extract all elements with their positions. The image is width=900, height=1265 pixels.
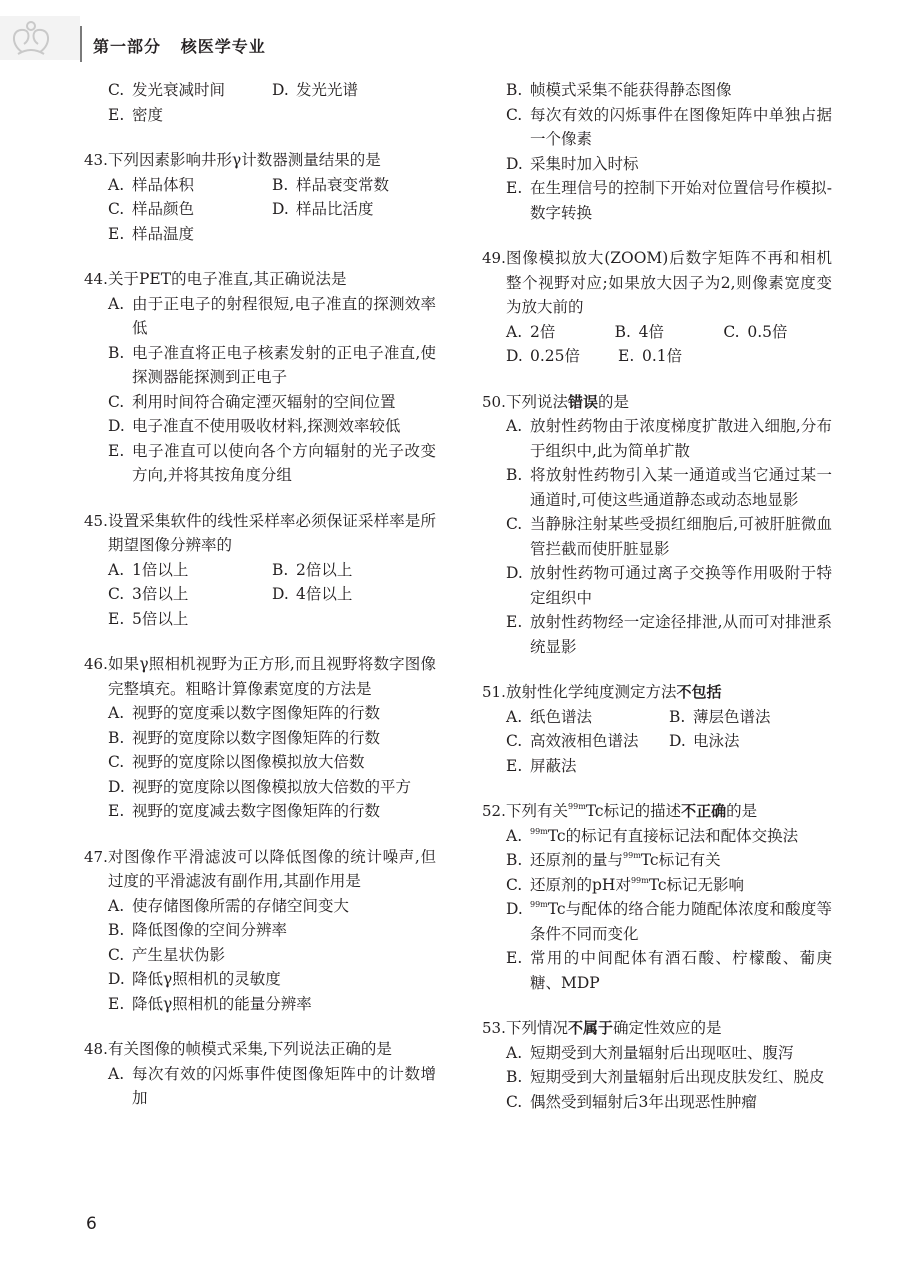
option-letter: B. [506, 851, 523, 869]
option-letter: D. [108, 417, 125, 435]
option-text: 样品体积 [132, 175, 195, 194]
option-b [108, 918, 436, 943]
option-letter: A. [506, 826, 523, 845]
option-text: 偶然受到辐射后3年出现恶性肿瘤 [530, 1092, 757, 1111]
question-47 [84, 845, 436, 1017]
option-letter: A. [108, 175, 125, 194]
option-letter: E. [108, 441, 125, 460]
option-letter: E. [506, 756, 523, 775]
question-stem [506, 799, 757, 824]
question-number: 46. [84, 655, 108, 673]
option-letter: B. [614, 322, 631, 341]
header-section: 第一部分 [93, 37, 162, 56]
option-letter: A. [108, 1064, 125, 1083]
option-letter: A. [108, 560, 125, 579]
question-48 [84, 1037, 436, 1111]
question-52 [482, 799, 832, 995]
option-text: 电子准直可以使向各个方向辐射的光子改变方向,并将其按角度分组 [132, 441, 436, 484]
option-letter: C. [108, 585, 125, 603]
option-text: 使存储图像所需的存储空间变大 [132, 896, 350, 915]
option-letter: D. [506, 154, 523, 173]
question-number: 45. [84, 511, 108, 530]
option-letter: D. [272, 585, 289, 603]
option-c [506, 512, 832, 561]
header-divider [80, 26, 82, 62]
option-b [615, 320, 724, 345]
question-number: 50. [482, 392, 506, 411]
right-column [482, 78, 832, 1135]
option-text: 采集时加入时标 [530, 154, 639, 173]
option-d [108, 414, 436, 439]
option-text: 将放射性药物引入某一通道或当它通过某一通道时,可使这些通道静态或动态地显影 [530, 466, 832, 509]
question-number: 51. [482, 683, 506, 701]
option-letter: D. [272, 81, 289, 99]
isotope-superscript: 99m [568, 802, 586, 811]
question-51 [482, 680, 832, 778]
stem-emphasis: 不属于 [568, 1019, 614, 1037]
option-letter: B. [506, 466, 523, 484]
stem-text: 下列有关 [506, 802, 569, 820]
option-letter: C. [723, 322, 740, 341]
option-letter: A. [506, 322, 523, 341]
option-e [506, 754, 680, 779]
question-50 [482, 390, 832, 660]
stem-text: 放射性化学纯度测定方法 [506, 683, 677, 701]
option-a [506, 705, 669, 730]
option-letter: B. [108, 921, 125, 939]
question-number: 47. [84, 847, 108, 866]
option-letter: C. [506, 875, 523, 894]
option-text: 发光光谱 [296, 81, 359, 99]
option-a [506, 320, 615, 345]
option-b [272, 558, 436, 583]
question-stem: 如果γ照相机视野为正方形,而且视野将数字图像完整填充。粗略计算像素宽度的方法是 [108, 655, 436, 698]
option-letter: D. [506, 347, 523, 365]
option-a [506, 1041, 832, 1066]
option-letter: B. [272, 175, 289, 194]
option-text: 3倍以上 [132, 585, 189, 603]
stem-text: 的是 [598, 392, 630, 411]
question-number: 52. [482, 802, 506, 820]
question-53 [482, 1016, 832, 1114]
option-a [108, 701, 436, 726]
option-d [108, 967, 436, 992]
stem-text: 下列说法 [506, 392, 569, 411]
option-letter: B. [108, 728, 125, 747]
question-stem [506, 390, 629, 415]
question-49 [482, 246, 832, 369]
question-number: 44. [84, 270, 108, 288]
option-d [506, 344, 618, 369]
option-text: 由于正电子的射程很短,电子准直的探测效率低 [132, 294, 436, 337]
question-44 [84, 267, 436, 488]
option-letter: D. [272, 200, 289, 218]
option-text: 视野的宽度除以图像模拟放大倍数的平方 [132, 777, 412, 796]
option-text: 电子准直不使用吸收材料,探测效率较低 [132, 417, 401, 435]
option-a [108, 558, 272, 583]
option-text: 降低γ照相机的能量分辨率 [132, 994, 312, 1013]
question-stem: 有关图像的帧模式采集,下列说法正确的是 [108, 1040, 392, 1058]
option-e [108, 439, 436, 488]
option-e [506, 946, 832, 995]
option-letter: C. [108, 945, 125, 964]
option-text: Tc与配体的络合能力随配体浓度和酸度等条件不同而变化 [530, 900, 832, 943]
header-subject: 核医学专业 [180, 37, 266, 56]
option-letter: B. [506, 81, 523, 99]
option-letter: D. [108, 970, 125, 988]
option-e [506, 176, 832, 225]
option-c [506, 729, 669, 754]
option-letter: A. [506, 417, 523, 435]
stem-emphasis: 不包括 [676, 683, 722, 701]
option-text: 视野的宽度除以图像模拟放大倍数 [132, 753, 365, 771]
option-letter: E. [618, 347, 635, 365]
option-text: 当静脉注射某些受损红细胞后,可被肝脏微血管拦截而使肝脏显影 [530, 515, 832, 558]
option-letter: B. [272, 560, 289, 579]
option-e [108, 799, 436, 824]
option-e [108, 992, 436, 1017]
option-letter: C. [506, 105, 523, 124]
option-text: 2倍以上 [296, 560, 353, 579]
question-stem [506, 1016, 722, 1041]
option-a [108, 173, 272, 198]
option-d [108, 775, 436, 800]
option-letter: B. [669, 707, 686, 726]
option-text: 还原剂的量与 [530, 851, 624, 869]
option-text: 发光衰减时间 [132, 81, 226, 99]
option-c [108, 78, 272, 103]
option-text: 样品温度 [132, 224, 195, 243]
question-stem: 关于PET的电子准直,其正确说法是 [108, 270, 347, 288]
option-text: 常用的中间配体有酒石酸、柠檬酸、葡庚糖、MDP [530, 949, 832, 992]
option-text: 每次有效的闪烁事件使图像矩阵中的计数增加 [132, 1064, 436, 1107]
option-a [506, 414, 832, 463]
option-e [108, 222, 282, 247]
option-letter: C. [108, 81, 125, 99]
option-a [108, 894, 436, 919]
option-text: 视野的宽度乘以数字图像矩阵的行数 [132, 704, 381, 722]
option-text: 电泳法 [693, 732, 740, 750]
publisher-logo-icon [0, 16, 80, 60]
option-text: 利用时间符合确定湮灭辐射的空间位置 [132, 392, 396, 411]
option-text: 还原剂的pH对 [530, 875, 631, 894]
option-b [506, 463, 832, 512]
option-d [506, 897, 832, 946]
option-letter: D. [506, 900, 523, 918]
option-text: 每次有效的闪烁事件在图像矩阵中单独占据一个像素 [530, 105, 832, 148]
option-letter: B. [108, 343, 125, 362]
option-text: 样品衰变常数 [296, 175, 390, 194]
question-stem [506, 680, 722, 705]
option-b [669, 705, 832, 730]
option-c [108, 943, 436, 968]
option-b [506, 78, 832, 103]
option-text: 降低图像的空间分辨率 [132, 921, 288, 939]
option-letter: E. [108, 802, 125, 820]
option-letter: E. [108, 224, 125, 243]
option-text: 屏蔽法 [530, 756, 577, 775]
question-48-continuation [482, 78, 832, 225]
option-b [108, 341, 436, 390]
question-42-continuation [84, 78, 436, 127]
option-text: Tc标记有关 [640, 851, 721, 869]
option-text: 电子准直将正电子核素发射的正电子准直,使探测器能探测到正电子 [132, 343, 436, 386]
option-text: 0.5倍 [747, 322, 788, 341]
question-number: 53. [482, 1019, 506, 1037]
option-text: 2倍 [530, 322, 556, 341]
question-number: 48. [84, 1040, 108, 1058]
option-c [108, 582, 272, 607]
option-c [108, 390, 436, 415]
header-title [93, 34, 266, 57]
option-text: 在生理信号的控制下开始对位置信号作模拟-数字转换 [530, 179, 832, 222]
option-letter: E. [506, 613, 523, 631]
option-letter: D. [506, 564, 523, 582]
isotope-superscript: 99m [630, 875, 649, 885]
option-text: 纸色谱法 [530, 707, 593, 726]
option-letter: E. [108, 994, 125, 1013]
stem-text: Tc标记的描述 [585, 802, 682, 820]
option-c [108, 750, 436, 775]
option-a [108, 1062, 436, 1111]
option-c [108, 197, 272, 222]
option-letter: E. [108, 609, 125, 628]
option-c [506, 873, 832, 898]
option-text: 视野的宽度除以数字图像矩阵的行数 [132, 728, 381, 747]
question-stem: 图像模拟放大(ZOOM)后数字矩阵不再和相机整个视野对应;如果放大因子为2,则像素宽度变为放大前的 [506, 249, 832, 316]
option-text: 4倍 [638, 322, 665, 341]
stem-text: 的是 [726, 802, 758, 820]
option-e [618, 344, 730, 369]
option-d [506, 152, 832, 177]
question-46 [84, 652, 436, 824]
option-letter: C. [108, 200, 125, 218]
question-stem: 下列因素影响井形γ计数器测量结果的是 [108, 151, 381, 169]
option-letter: E. [108, 105, 125, 124]
option-b [506, 848, 832, 873]
option-d [506, 561, 832, 610]
option-letter: C. [506, 1092, 523, 1111]
option-letter: D. [108, 777, 125, 796]
option-text: 0.25倍 [530, 347, 581, 365]
option-d [272, 582, 436, 607]
question-stem: 对图像作平滑滤波可以降低图像的统计噪声,但过度的平滑滤波有副作用,其副作用是 [108, 847, 436, 890]
question-45 [84, 509, 436, 632]
option-letter: C. [108, 392, 125, 411]
option-letter: E. [506, 179, 523, 197]
option-e [506, 610, 832, 659]
option-text: 高效液相色谱法 [530, 732, 639, 750]
isotope-superscript: 99m [530, 900, 548, 909]
option-letter: E. [506, 949, 523, 967]
option-text: 密度 [132, 105, 164, 124]
option-text: 降低γ照相机的灵敏度 [132, 970, 281, 988]
option-text: 样品比活度 [296, 200, 374, 218]
option-letter: A. [108, 294, 125, 313]
stem-text: 确定性效应的是 [613, 1019, 722, 1037]
option-text: Tc的标记有直接标记法和配体交换法 [547, 826, 799, 845]
option-letter: D. [669, 732, 686, 750]
option-text: 5倍以上 [132, 609, 189, 628]
option-text: Tc标记无影响 [648, 875, 745, 894]
option-text: 样品颜色 [132, 200, 195, 218]
question-stem: 设置采集软件的线性采样率必须保证采样率是所期望图像分辨率的 [108, 511, 436, 554]
option-text: 1倍以上 [132, 560, 189, 579]
option-e [108, 103, 282, 128]
question-43 [84, 148, 436, 246]
option-c [506, 1090, 832, 1115]
stem-emphasis: 错误 [568, 392, 599, 411]
option-letter: C. [506, 732, 523, 750]
option-d [272, 197, 436, 222]
option-c [723, 320, 832, 345]
option-text: 放射性药物经一定途径排泄,从而可对排泄系统显影 [530, 613, 832, 656]
option-e [108, 607, 282, 632]
left-column [84, 78, 436, 1132]
question-number: 49. [482, 249, 506, 267]
option-text: 放射性药物可通过离子交换等作用吸附于特定组织中 [530, 564, 832, 607]
option-letter: B. [506, 1068, 523, 1086]
option-text: 视野的宽度减去数字图像矩阵的行数 [132, 802, 381, 820]
stem-emphasis: 不正确 [681, 802, 727, 820]
page-number: 6 [86, 1214, 97, 1234]
option-c [506, 103, 832, 152]
page-header [0, 0, 900, 72]
option-letter: A. [108, 704, 125, 722]
option-letter: A. [108, 896, 125, 915]
option-text: 0.1倍 [642, 347, 683, 365]
option-d [272, 78, 436, 103]
option-letter: C. [108, 753, 125, 771]
option-d [669, 729, 832, 754]
option-a [108, 292, 436, 341]
option-b [272, 173, 436, 198]
option-text: 4倍以上 [296, 585, 353, 603]
question-number: 43. [84, 151, 108, 169]
option-text: 薄层色谱法 [693, 707, 771, 726]
stem-text: 下列情况 [506, 1019, 569, 1037]
option-text: 帧模式采集不能获得静态图像 [530, 81, 732, 99]
option-letter: A. [506, 1043, 523, 1062]
option-a [506, 824, 832, 849]
option-text: 产生星状伪影 [132, 945, 226, 964]
option-b [506, 1065, 832, 1090]
option-text: 短期受到大剂量辐射后出现皮肤发红、脱皮 [530, 1068, 825, 1086]
option-letter: C. [506, 515, 523, 533]
option-b [108, 726, 436, 751]
isotope-superscript: 99m [623, 851, 641, 860]
option-text: 放射性药物由于浓度梯度扩散进入细胞,分布于组织中,此为简单扩散 [530, 417, 832, 460]
option-text: 短期受到大剂量辐射后出现呕吐、腹泻 [530, 1043, 794, 1062]
isotope-superscript: 99m [530, 826, 548, 836]
option-letter: A. [506, 707, 523, 726]
